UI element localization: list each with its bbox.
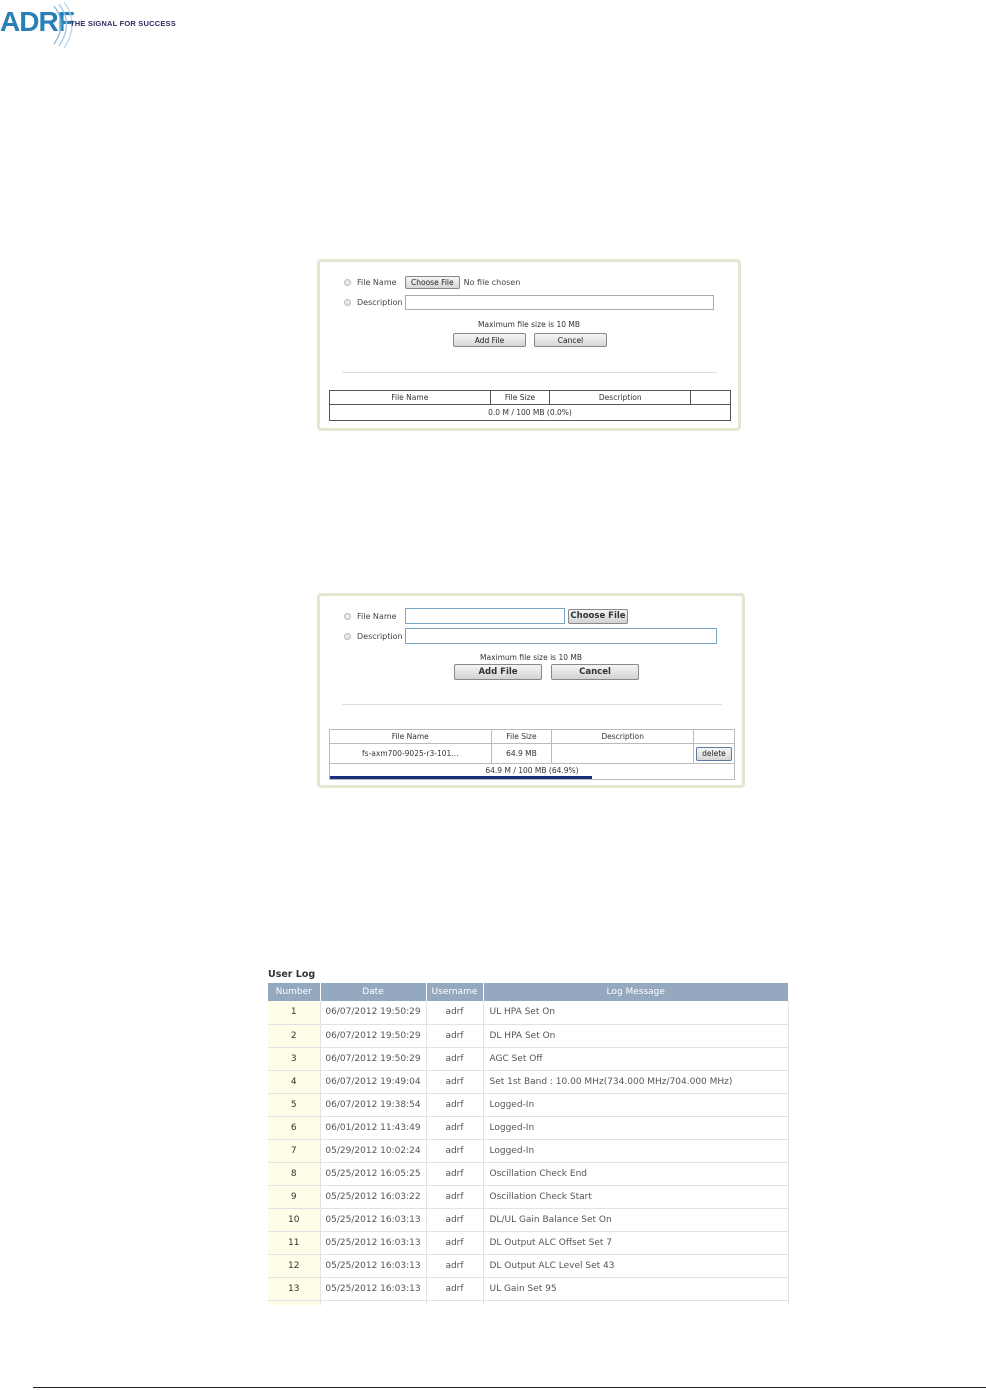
footer-rule	[33, 1387, 986, 1388]
col-file-size: File Size	[490, 391, 550, 405]
row-username: adrf	[426, 1185, 483, 1208]
file-name-row	[344, 608, 628, 624]
row-date: 05/29/2012 10:02:24	[320, 1139, 426, 1162]
file-upload-panel-empty	[317, 259, 741, 431]
file-name-row	[344, 276, 520, 289]
row-username: adrf	[426, 1254, 483, 1277]
col-number: Number	[268, 983, 320, 1001]
logo-tagline: THE SIGNAL FOR SUCCESS	[70, 19, 176, 28]
row-username: adrf	[426, 1162, 483, 1185]
table-row	[268, 1277, 789, 1300]
max-file-size-note: Maximum file size is 10 MB	[480, 653, 582, 662]
row-username: adrf	[426, 1208, 483, 1231]
row-date: 05/25/2012 16:03:13	[320, 1277, 426, 1300]
col-action	[691, 391, 731, 405]
row-log-message: Set 1st Band : 10.00 MHz(734.000 MHz/704.000 MHz)	[483, 1070, 789, 1093]
description-row	[344, 295, 714, 310]
file-row-action	[694, 744, 735, 764]
row-number: 10	[268, 1208, 320, 1231]
row-username: adrf	[426, 1116, 483, 1139]
action-buttons	[454, 664, 639, 680]
row-log-message: DL HPA Set On	[483, 1024, 789, 1047]
table-row	[268, 1139, 789, 1162]
description-label: Description	[357, 631, 403, 641]
no-file-chosen-text: No file chosen	[463, 278, 521, 287]
cancel-button[interactable]: Cancel	[551, 664, 639, 680]
row-log-message: DL Output ALC Offset Set 7	[483, 1231, 789, 1254]
row-log-message: Oscillation Check End	[483, 1162, 789, 1185]
bullet-icon	[344, 299, 351, 306]
max-file-size-note: Maximum file size is 10 MB	[478, 320, 580, 329]
description-row	[344, 628, 717, 644]
table-row	[268, 1070, 789, 1093]
add-file-button[interactable]: Add File	[453, 333, 526, 347]
table-row	[268, 1300, 789, 1305]
row-number: 12	[268, 1254, 320, 1277]
row-empty-cell	[320, 1300, 426, 1305]
row-number: 5	[268, 1093, 320, 1116]
row-log-message: Oscillation Check Start	[483, 1185, 789, 1208]
divider	[342, 704, 722, 705]
file-table	[329, 390, 731, 421]
col-description: Description	[550, 391, 691, 405]
file-name-label: File Name	[357, 278, 397, 287]
row-date: 05/25/2012 16:05:25	[320, 1162, 426, 1185]
row-number: 3	[268, 1047, 320, 1070]
row-number: 6	[268, 1116, 320, 1139]
row-log-message: AGC Set Off	[483, 1047, 789, 1070]
col-file-size: File Size	[491, 730, 552, 744]
action-buttons	[453, 333, 607, 347]
add-file-button[interactable]: Add File	[454, 664, 542, 680]
file-row-size: 64.9 MB	[491, 744, 552, 764]
table-row	[268, 1047, 789, 1070]
row-number: 9	[268, 1185, 320, 1208]
col-date: Date	[320, 983, 426, 1001]
choose-file-button[interactable]: Choose File	[405, 276, 460, 289]
description-label: Description	[357, 298, 403, 307]
file-table	[329, 729, 735, 780]
bullet-icon	[344, 613, 351, 620]
table-row	[268, 1254, 789, 1277]
row-number: 8	[268, 1162, 320, 1185]
table-row	[268, 1024, 789, 1047]
user-log-header	[268, 983, 789, 1001]
row-empty-cell	[426, 1300, 483, 1305]
row-log-message: UL Gain Set 95	[483, 1277, 789, 1300]
divider	[342, 372, 717, 373]
row-date: 06/07/2012 19:49:04	[320, 1070, 426, 1093]
user-log-title: User Log	[268, 969, 316, 980]
file-row	[330, 744, 735, 764]
row-username: adrf	[426, 1277, 483, 1300]
row-username: adrf	[426, 1024, 483, 1047]
row-number: 2	[268, 1024, 320, 1047]
row-date: 05/25/2012 16:03:13	[320, 1231, 426, 1254]
row-log-message: DL Output ALC Level Set 43	[483, 1254, 789, 1277]
storage-usage-fill	[330, 776, 592, 779]
file-row-name: fs-axm700-9025-r3-101...	[330, 744, 492, 764]
adrf-logo	[0, 0, 180, 52]
row-number: 4	[268, 1070, 320, 1093]
row-date: 05/25/2012 16:03:13	[320, 1254, 426, 1277]
col-log-message: Log Message	[483, 983, 789, 1001]
usage-row	[330, 405, 731, 421]
row-date: 05/25/2012 16:03:22	[320, 1185, 426, 1208]
description-input[interactable]	[405, 628, 717, 644]
row-log-message: Logged-In	[483, 1139, 789, 1162]
usage-text: 0.0 M / 100 MB (0.0%)	[330, 405, 731, 421]
row-date: 06/07/2012 19:38:54	[320, 1093, 426, 1116]
row-log-message: Logged-In	[483, 1093, 789, 1116]
table-row	[268, 1208, 789, 1231]
row-date: 06/07/2012 19:50:29	[320, 1024, 426, 1047]
row-log-message: DL/UL Gain Balance Set On	[483, 1208, 789, 1231]
col-action	[694, 730, 735, 744]
delete-button[interactable]: delete	[696, 747, 732, 761]
row-username: adrf	[426, 1070, 483, 1093]
table-row	[268, 1162, 789, 1185]
row-date: 05/25/2012 16:03:13	[320, 1208, 426, 1231]
user-log-table	[268, 983, 789, 1305]
storage-usage-bar	[330, 776, 734, 779]
row-username: adrf	[426, 1139, 483, 1162]
file-table-header	[330, 730, 735, 744]
row-date: 06/07/2012 19:50:29	[320, 1047, 426, 1070]
file-path-input[interactable]	[405, 608, 565, 624]
row-number: 13	[268, 1277, 320, 1300]
file-table-header	[330, 391, 731, 405]
bullet-icon	[344, 633, 351, 640]
row-number: 11	[268, 1231, 320, 1254]
row-empty-cell	[268, 1300, 320, 1305]
col-file-name: File Name	[330, 730, 492, 744]
row-number: 1	[268, 1001, 320, 1024]
choose-file-button[interactable]: Choose File	[568, 609, 628, 624]
usage-text: 64.9 M / 100 MB (64.9%)	[330, 764, 735, 780]
row-number: 7	[268, 1139, 320, 1162]
file-upload-panel-uploaded	[317, 593, 745, 788]
table-row	[268, 1093, 789, 1116]
col-description: Description	[552, 730, 694, 744]
row-empty-cell	[483, 1300, 789, 1305]
file-row-description	[552, 744, 694, 764]
file-name-label: File Name	[357, 611, 397, 621]
row-username: adrf	[426, 1231, 483, 1254]
table-row	[268, 1116, 789, 1139]
logo-text: ADRF	[0, 6, 74, 37]
row-username: adrf	[426, 1093, 483, 1116]
row-date: 06/01/2012 11:43:49	[320, 1116, 426, 1139]
description-input[interactable]	[405, 295, 714, 310]
bullet-icon	[344, 279, 351, 286]
user-log-table-wrap	[268, 983, 789, 1305]
table-row	[268, 1001, 789, 1024]
row-date: 06/07/2012 19:50:29	[320, 1001, 426, 1024]
table-row	[268, 1231, 789, 1254]
col-username: Username	[426, 983, 483, 1001]
table-row	[268, 1185, 789, 1208]
row-log-message: UL HPA Set On	[483, 1001, 789, 1024]
col-file-name: File Name	[330, 391, 491, 405]
row-username: adrf	[426, 1001, 483, 1024]
row-log-message: Logged-In	[483, 1116, 789, 1139]
cancel-button[interactable]: Cancel	[534, 333, 607, 347]
row-username: adrf	[426, 1047, 483, 1070]
